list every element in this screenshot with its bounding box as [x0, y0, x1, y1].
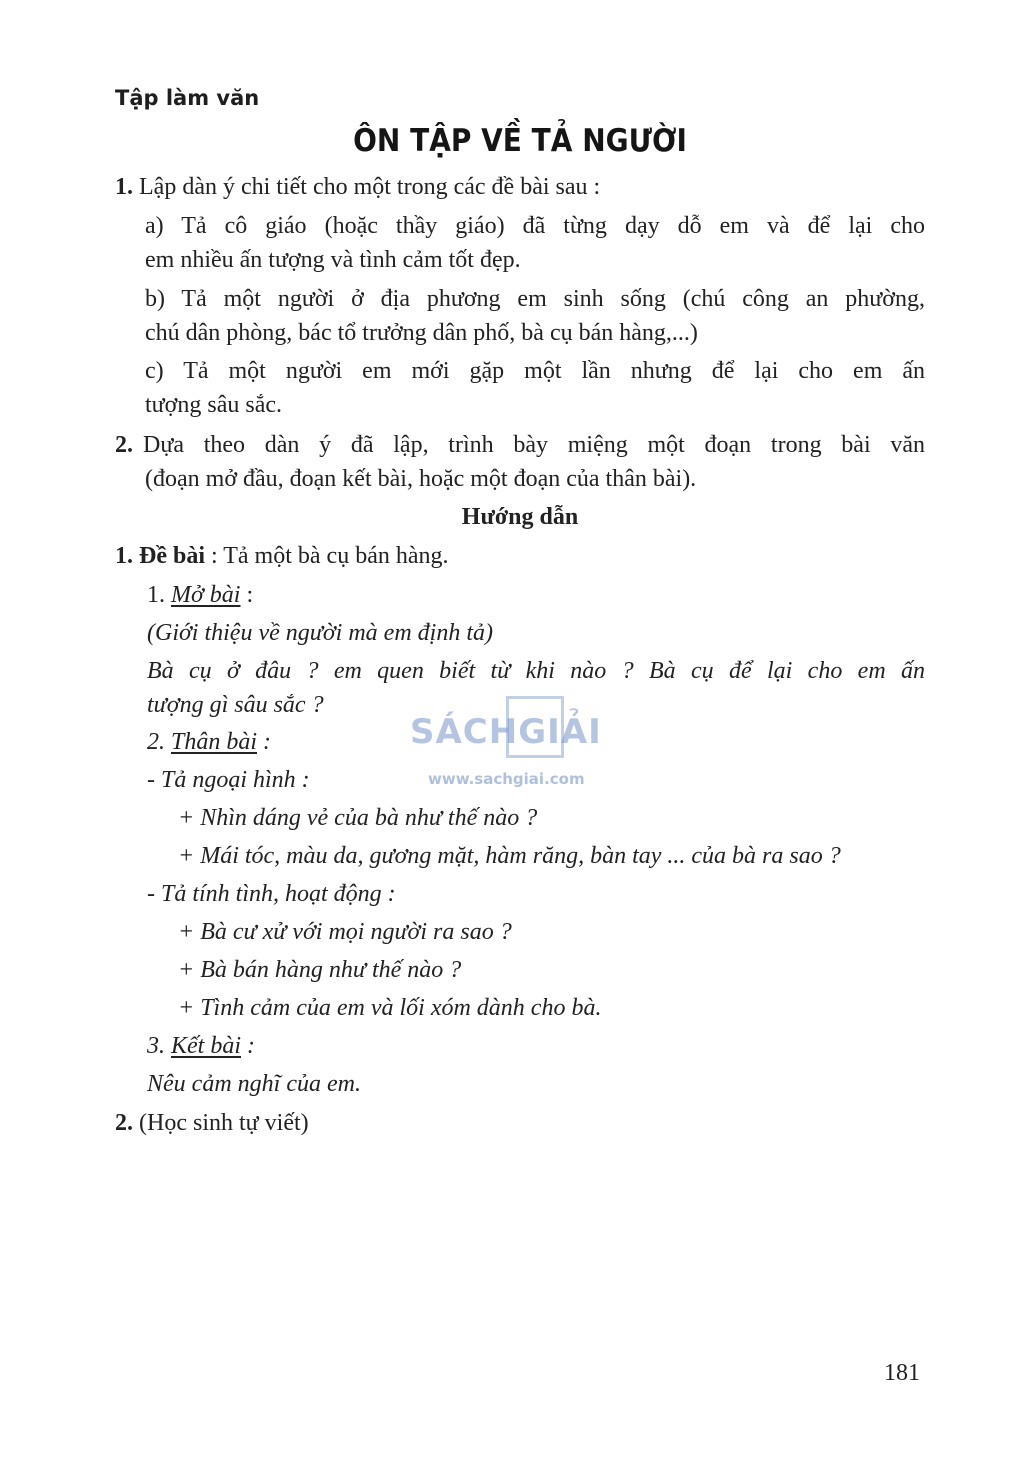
mo-bai-heading: [147, 578, 253, 612]
ngoai-hinh-item-2: + Mái tóc, màu da, gương mặt, hàm răng, bàn tay ... của bà ra sao ?: [178, 843, 841, 869]
tinh-tinh-item-1: + Bà cư xử với mọi người ra sao ?: [178, 919, 512, 945]
exercise-2-line2: (đoạn mở đầu, đoạn kết bài, hoặc một đoạn của thân bài).: [145, 466, 697, 492]
page-number: 181: [884, 1360, 920, 1386]
section-label: Tập làm văn: [115, 86, 260, 110]
page-title: ÔN TẬP VỀ TẢ NGƯỜI: [353, 122, 687, 159]
ngoai-hinh-heading: - Tả ngoại hình :: [147, 767, 310, 793]
guide-item-1-number: 1.: [115, 543, 133, 569]
ket-bai-number: 3.: [147, 1033, 171, 1059]
mo-bai-question-line1: Bà cụ ở đâu ? em quen biết từ khi nào ? Bà cụ để lại cho em ấn: [147, 658, 925, 684]
exercise-1-intro: [115, 170, 600, 204]
mo-bai-note: (Giới thiệu về người mà em định tả): [147, 620, 493, 646]
guide-heading: Hướng dẫn: [461, 504, 579, 530]
mo-bai-label: Mở bài: [171, 582, 241, 608]
exercise-1-option-a-line1: a) Tả cô giáo (hoặc thầy giáo) đã từng dạy dỗ em và để lại cho: [145, 213, 925, 239]
guide-item-2-text: (Học sinh tự viết): [133, 1110, 309, 1136]
guide-item-1: [115, 539, 449, 573]
ket-bai-text: Nêu cảm nghĩ của em.: [147, 1071, 361, 1097]
watermark: [410, 694, 620, 794]
exercise-1-option-c-line1: c) Tả một người em mới gặp một lần nhưng để lại cho em ấn: [145, 358, 925, 384]
exercise-1-option-b-line1: b) Tả một người ở địa phương em sinh sống (chú công an phường,: [145, 286, 925, 312]
guide-item-2-number: 2.: [115, 1110, 133, 1136]
exercise-1-number: 1.: [115, 174, 133, 200]
mo-bai-number: 1.: [147, 582, 171, 608]
ket-bai-label: Kết bài: [171, 1033, 241, 1059]
exercise-2-number: 2.: [115, 432, 133, 458]
exercise-2-line1: [115, 428, 925, 462]
exercise-1-text: Lập dàn ý chi tiết cho một trong các đề bài sau :: [139, 174, 601, 200]
exercise-2-text-line1: Dựa theo dàn ý đã lập, trình bày miệng một đoạn trong bài văn: [143, 432, 925, 458]
watermark-logo-text: SÁCHGIẢI: [410, 712, 602, 752]
guide-item-1-label: Đề bài: [139, 543, 205, 569]
mo-bai-question-line2: tượng gì sâu sắc ?: [147, 692, 324, 718]
tinh-tinh-heading: - Tả tính tình, hoạt động :: [147, 881, 396, 907]
mo-bai-colon: :: [240, 582, 254, 608]
guide-item-2: [115, 1106, 309, 1140]
ket-bai-colon: :: [241, 1033, 255, 1059]
than-bai-heading: [147, 725, 271, 759]
watermark-url: www.sachgiai.com: [428, 770, 585, 788]
ngoai-hinh-item-1: + Nhìn dáng vẻ của bà như thế nào ?: [178, 805, 538, 831]
than-bai-number: 2.: [147, 729, 171, 755]
than-bai-colon: :: [257, 729, 272, 755]
tinh-tinh-item-2: + Bà bán hàng như thế nào ?: [178, 957, 462, 983]
exercise-1-option-a-line2: em nhiều ấn tượng và tình cảm tốt đẹp.: [145, 247, 521, 273]
exercise-1-option-b-line2: chú dân phòng, bác tổ trưởng dân phố, bà cụ bán hàng,...): [145, 320, 698, 346]
guide-item-1-text: : Tả một bà cụ bán hàng.: [205, 543, 449, 569]
than-bai-label: Thân bài: [171, 729, 258, 755]
ket-bai-heading: [147, 1029, 255, 1063]
tinh-tinh-item-3: + Tình cảm của em và lối xóm dành cho bà.: [178, 995, 602, 1021]
exercise-1-option-c-line2: tượng sâu sắc.: [145, 392, 283, 418]
